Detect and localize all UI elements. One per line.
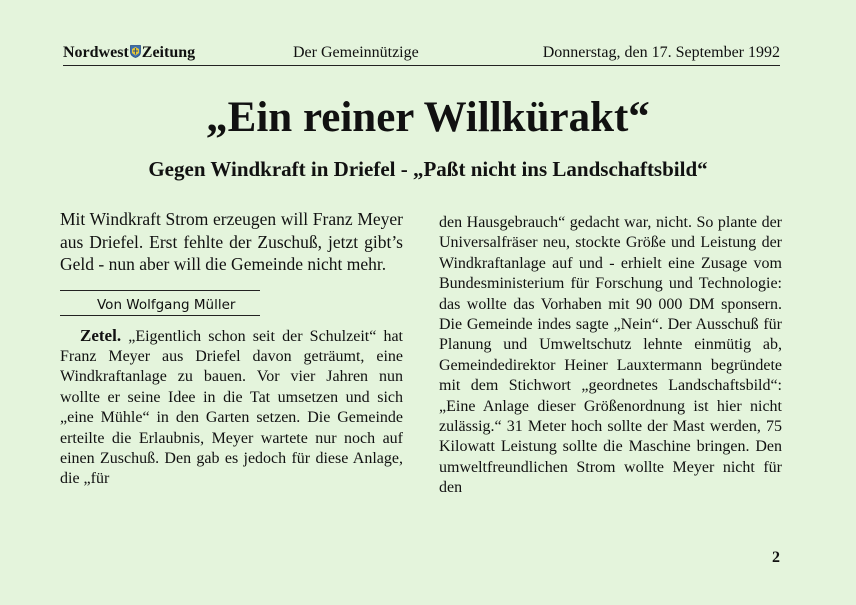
issue-date: Donnerstag, den 17. September 1992 xyxy=(542,44,780,61)
body-text-left: „Eigentlich schon seit der Schulzeit“ hat Franz Meyer aus Driefel davon geträumt, eine Windkraftanlage zu bauen. Vor vier Jahren nun wollte er seine Idee in die Tat umsetzen und sich „eine Mühle“ in den Garten setzen. Die Gemeinde erteilte die Erlaubnis, Meyer wartete nur noch auf einen Zuschuß. Den gab es jedoch für diese Anlage, die „für xyxy=(60,327,403,488)
byline: Von Wolfgang Müller xyxy=(97,296,236,313)
crest-icon xyxy=(130,45,141,58)
article-body-left xyxy=(60,326,403,490)
newspaper-name xyxy=(63,44,195,62)
article-lead: Mit Windkraft Strom erzeugen will Franz Meyer aus Driefel. Erst fehlte der Zuschuß, jetzt gibt’s Geld - nun aber will die Gemeinde nicht mehr. xyxy=(60,209,403,274)
right-column xyxy=(439,213,782,499)
byline-box xyxy=(60,290,260,316)
article-body-right: den Hausgebrauch“ gedacht war, nicht. So plante der Universalfräser neu, stockte Größe und Leistung der Windkraftanlage auf und - erhielt eine Zusage vom Bundesministerium für Forschung und Technologie: das wollte das Vorhaben mit 90 000 DM sponsern. Die Gemeinde indes sagte „Nein“. Der Ausschuß für Planung und Umweltschutz lehnte einmütig ab, Gemeindedirektor Heiner Lauxtermann begründete mit dem Stichwort „geordnetes Landschaftsbild“: „Eine Anlage dieser Größenordnung ist hier nicht zulässig.“ 31 Meter hoch sollte der Mast werden, 75 Kilowatt Leistung sollte die Maschine bringen. Den umweltfreundlichen Strom wollte Meyer nicht für den xyxy=(439,214,782,497)
article-subheadline: Gegen Windkraft in Driefel - „Paßt nicht ins Landschaftsbild“ xyxy=(148,157,708,181)
left-column xyxy=(60,208,403,490)
article-headline: „Ein reiner Willkürakt“ xyxy=(206,94,650,141)
section-name: Der Gemeinnützige xyxy=(293,44,419,61)
dateline: Zetel. xyxy=(80,325,122,345)
page-number: 2 xyxy=(772,549,780,566)
masthead xyxy=(63,43,780,66)
newspaper-name-part2: Zeitung xyxy=(141,44,196,61)
newspaper-name-part1: Nordwest xyxy=(63,44,129,61)
